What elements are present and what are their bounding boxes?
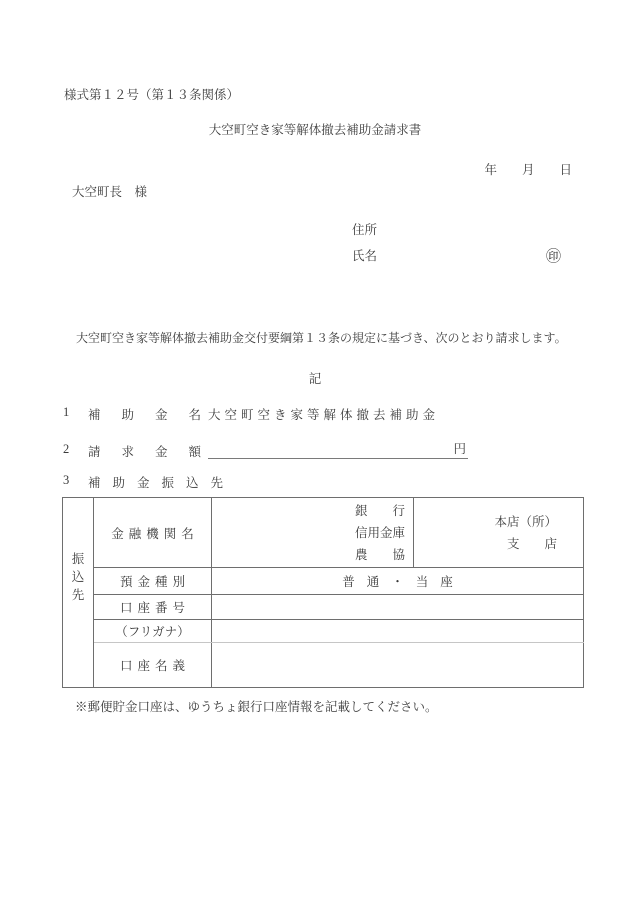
account-number-label: 口座番号 (94, 595, 212, 620)
address-label: 住所 (352, 223, 378, 237)
seal-mark-icon: ㊞ (546, 249, 562, 265)
branch-type-branch: 支 店 (506, 536, 557, 551)
item3-label: 補助金振込先 (88, 476, 236, 490)
item1-label: 補助金名 (88, 408, 223, 422)
institution-label: 金融機関名 (94, 498, 212, 568)
claim-amount-field[interactable] (208, 438, 468, 459)
page-title: 大空町空き家等解体撤去補助金請求書 (208, 123, 422, 137)
deposit-type-options[interactable]: 普通・当座 (212, 568, 584, 595)
body-text: 大空町空き家等解体撤去補助金交付要綱第１３条の規定に基づき、次のとおり請求します。 (64, 331, 567, 345)
account-holder-label: 口座名義 (94, 643, 212, 688)
group-char: 振 (71, 551, 85, 566)
date-line: 年 月 日 (484, 163, 572, 177)
group-char: 先 (71, 587, 85, 602)
item1-number: 1 (63, 405, 70, 419)
branch-name-field[interactable] (414, 498, 584, 568)
currency-unit-label: 円 (453, 442, 466, 456)
institution-type-bank: 銀 行 (354, 503, 405, 518)
transfer-table (62, 497, 584, 688)
furigana-label: （フリガナ） (94, 620, 212, 643)
name-label: 氏名 (352, 249, 378, 263)
institution-type-nokyo: 農 協 (354, 547, 405, 562)
account-holder-field[interactable] (212, 643, 584, 688)
footnote: ※郵便貯金口座は、ゆうちょ銀行口座情報を記載してください。 (75, 700, 438, 714)
item3-number: 3 (63, 473, 70, 487)
furigana-field[interactable] (212, 620, 584, 643)
item2-number: 2 (63, 442, 70, 456)
group-char: 込 (71, 569, 85, 584)
row-group-label-transfer (63, 498, 94, 688)
branch-type-head: 本店（所） (494, 514, 557, 529)
institution-type-shinkin: 信用金庫 (354, 525, 405, 540)
item1-value: 大空町空き家等解体撤去補助金 (208, 408, 440, 422)
item2-label: 請求金額 (88, 445, 223, 459)
addressee: 大空町長 様 (72, 185, 148, 199)
section-marker: 記 (308, 372, 322, 386)
deposit-type-label: 預金種別 (94, 568, 212, 595)
form-number: 様式第１２号（第１３条関係） (64, 88, 240, 102)
account-number-field[interactable] (212, 595, 584, 620)
institution-name-field[interactable] (212, 498, 414, 568)
